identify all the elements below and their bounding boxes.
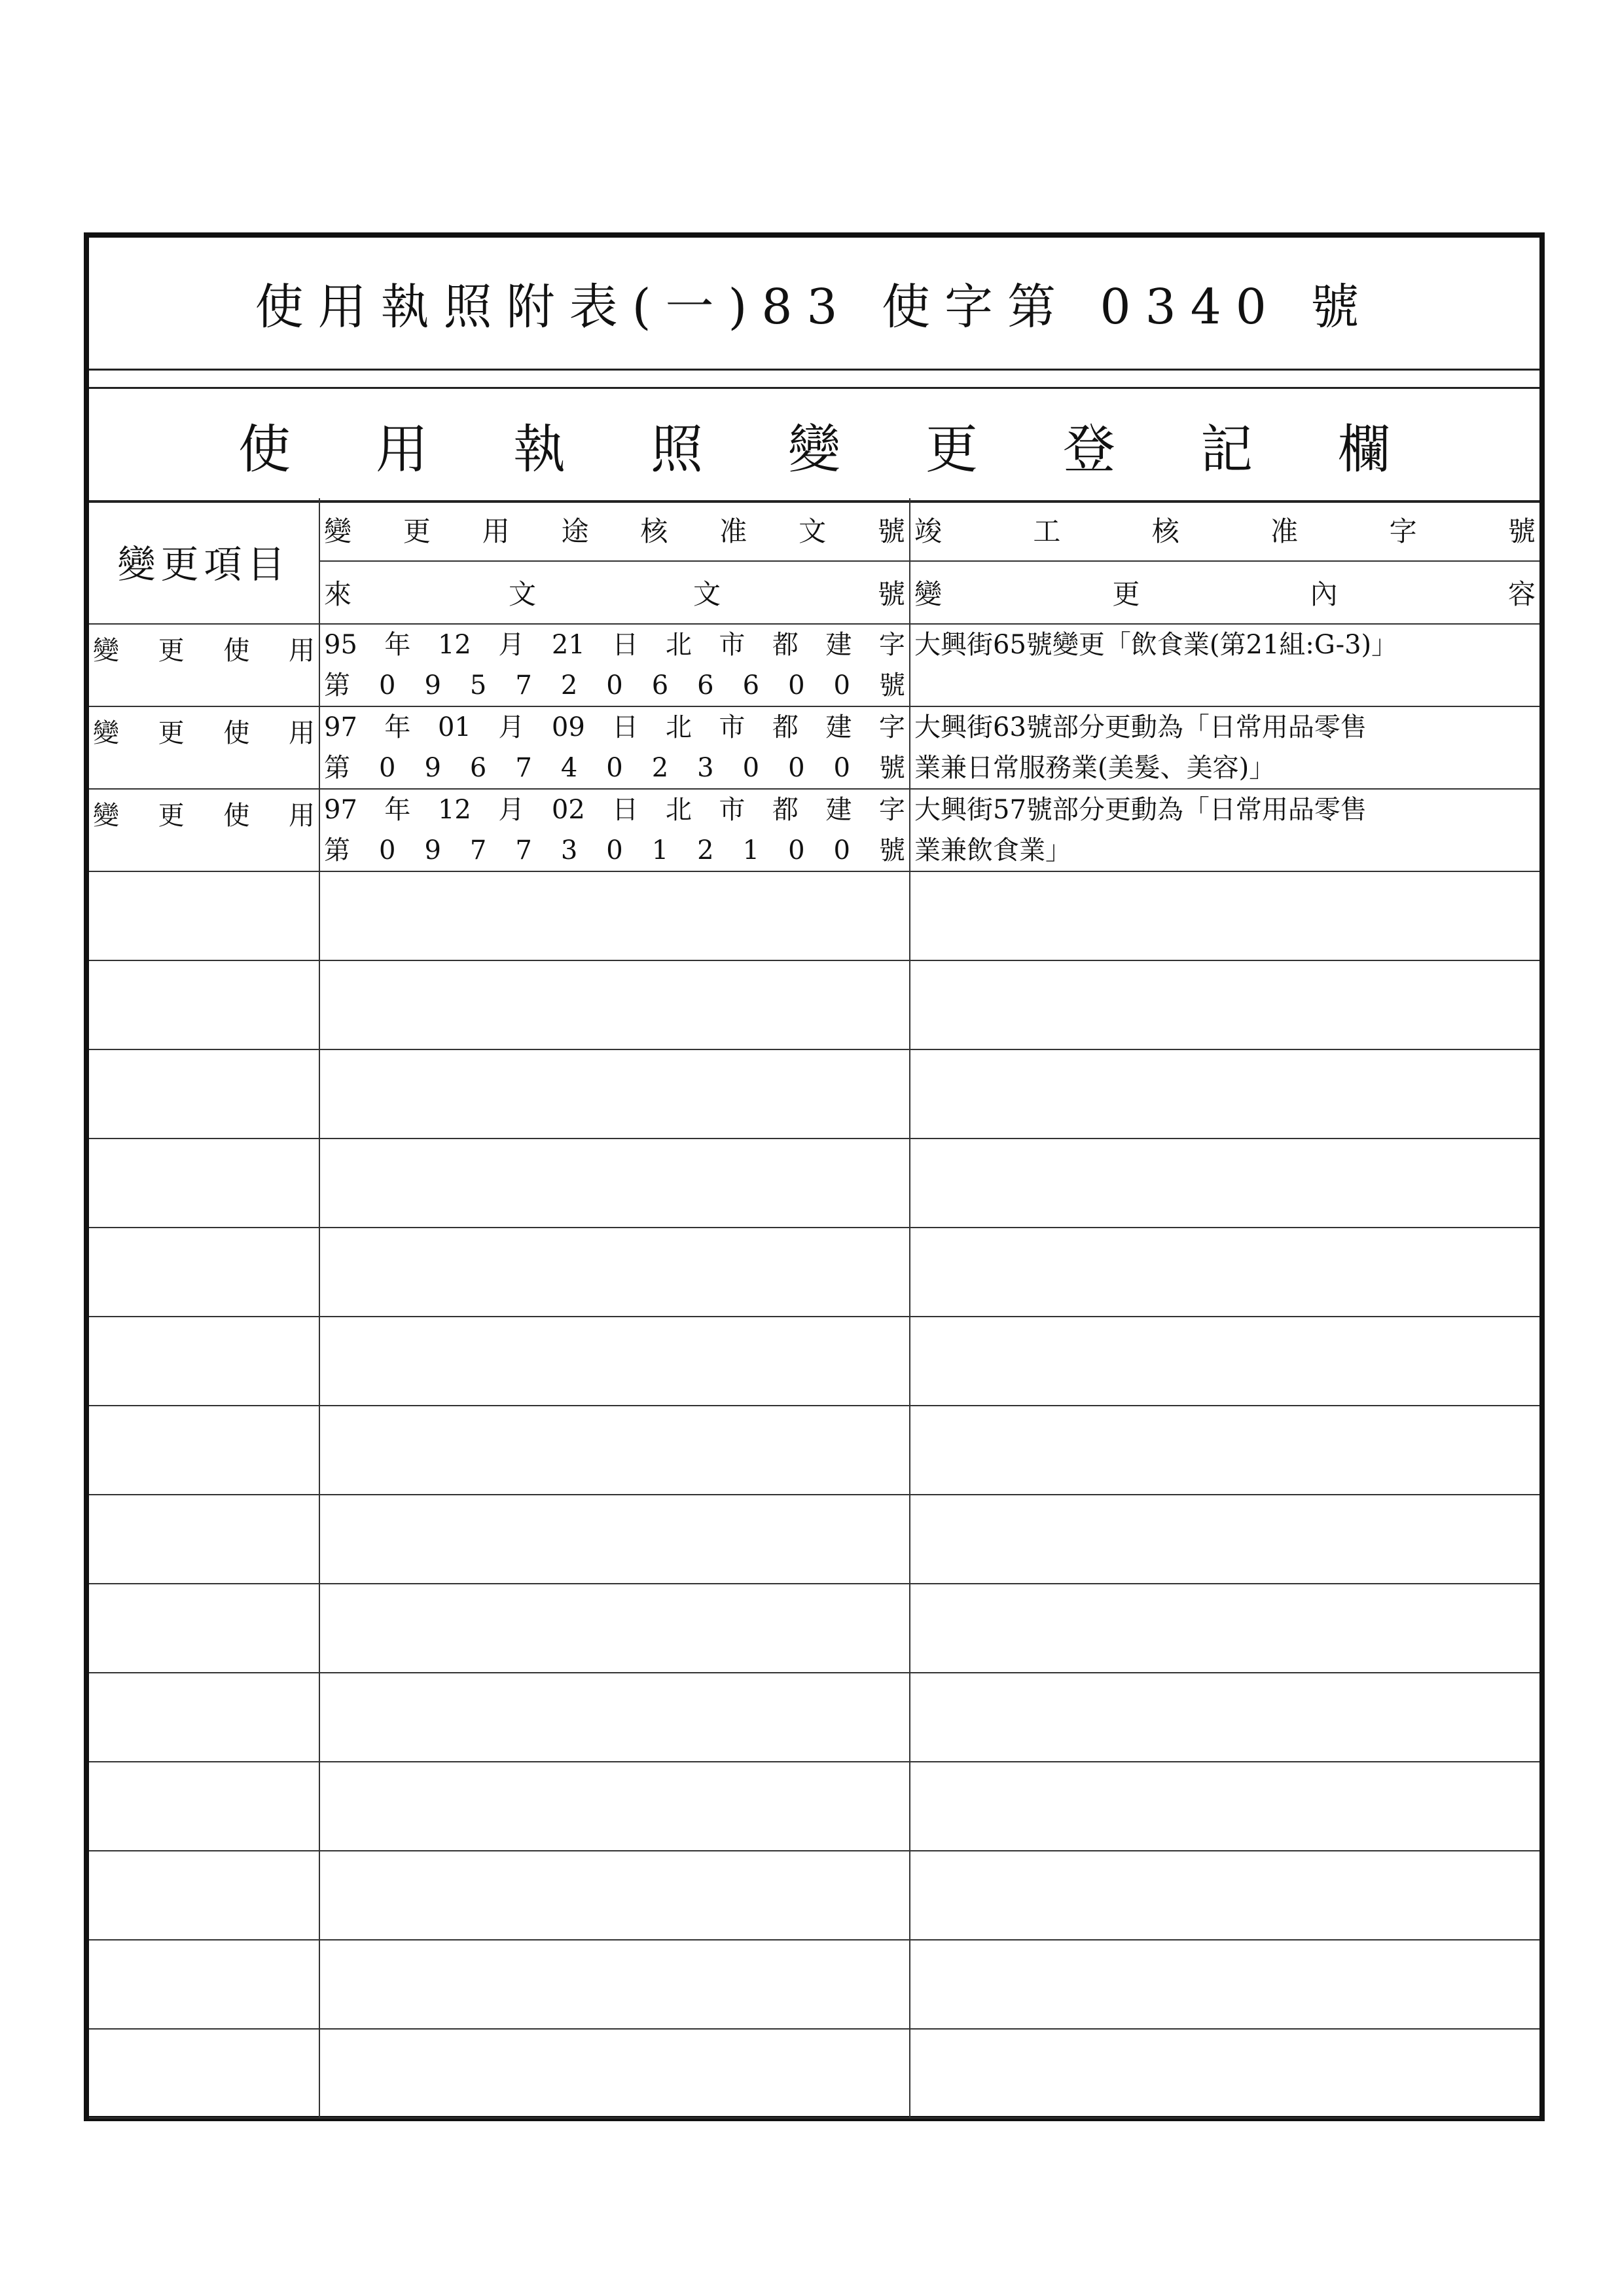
spread-text: 第 0 9 6 7 4 0 2 3 0 0 0 號: [324, 753, 905, 783]
blank-cell: [910, 871, 1539, 960]
entry-doc-no: [319, 706, 910, 789]
blank-cell: [319, 1940, 910, 2029]
blank-row: [89, 1317, 1539, 1406]
entry-doc-no: [319, 789, 910, 871]
blank-cell: [910, 1851, 1539, 1940]
entry-change-content: [910, 789, 1539, 871]
blank-cell: [319, 871, 910, 960]
spread-text: 竣 工 核 准 字 號: [914, 515, 1536, 547]
entry-item: [89, 706, 319, 789]
entry-content-line-1: 大興街63號部分更動為「日常用品零售: [914, 712, 1367, 742]
blank-cell: [910, 2029, 1539, 2118]
blank-cell: [319, 1049, 910, 1139]
blank-row: [89, 871, 1539, 960]
entry-content-line-2: 業兼飲食業」: [914, 835, 1071, 866]
header-row-1: [89, 498, 1539, 561]
blank-row: [89, 960, 1539, 1049]
entry-content-line-2: 業兼日常服務業(美髮、美容)」: [914, 753, 1276, 783]
blank-cell: [319, 2029, 910, 2118]
spread-text: 第 0 9 5 7 2 0 6 6 6 0 0 號: [324, 670, 905, 701]
blank-cell: [910, 1584, 1539, 1673]
blank-row: [89, 1940, 1539, 2029]
blank-cell: [89, 1495, 319, 1584]
blank-cell: [89, 2029, 319, 2118]
spread-text: 變 更 使 用: [93, 718, 315, 748]
spread-text: 95 年 12 月 21 日 北 市 都 建 字: [324, 630, 905, 660]
blank-cell: [910, 1940, 1539, 2029]
blank-cell: [89, 960, 319, 1049]
blank-row: [89, 1762, 1539, 1851]
header-completion-no: [910, 498, 1539, 561]
change-register-table: [89, 498, 1539, 2119]
blank-cell: [319, 1228, 910, 1317]
spread-text: 變 更 使 用: [93, 636, 315, 666]
blank-cell: [319, 1673, 910, 1762]
blank-cell: [89, 1317, 319, 1406]
blank-cell: [89, 1049, 319, 1139]
header-incoming-doc-no: [319, 561, 910, 624]
blank-cell: [319, 1851, 910, 1940]
blank-cell: [910, 960, 1539, 1049]
spread-text: 97 年 12 月 02 日 北 市 都 建 字: [324, 795, 905, 825]
entry-content-line-1: 大興街65號變更「飲食業(第21組:G-3)」: [914, 630, 1398, 660]
spread-text: 變 更 內 容: [914, 578, 1536, 610]
entry-change-content: [910, 706, 1539, 789]
blank-cell: [89, 1139, 319, 1228]
blank-cell: [319, 1139, 910, 1228]
blank-cell: [319, 1762, 910, 1851]
blank-cell: [910, 1139, 1539, 1228]
form-title: 使用執照附表(一)83 使字第 0340 號: [255, 279, 1374, 335]
header-change-content: [910, 561, 1539, 624]
blank-row: [89, 1049, 1539, 1139]
blank-row: [89, 1673, 1539, 1762]
blank-cell: [89, 871, 319, 960]
entry-doc-no: [319, 624, 910, 706]
blank-cell: [910, 1673, 1539, 1762]
blank-cell: [319, 1317, 910, 1406]
blank-cell: [89, 1940, 319, 2029]
form-subtitle: 使用執照變更登記欄: [238, 418, 1475, 480]
blank-cell: [89, 1851, 319, 1940]
blank-row: [89, 2029, 1539, 2118]
spread-text: 變 更 用 途 核 准 文 號: [324, 515, 905, 547]
blank-cell: [910, 1762, 1539, 1851]
blank-row: [89, 1584, 1539, 1673]
usage-permit-change-form: [84, 232, 1545, 2121]
entry-change-content: [910, 624, 1539, 706]
table-row: [89, 706, 1539, 789]
blank-cell: [910, 1228, 1539, 1317]
spread-text: 變 更 使 用: [93, 801, 315, 831]
header-change-item: 變更項目: [89, 498, 319, 624]
blank-row: [89, 1406, 1539, 1495]
blank-cell: [89, 1762, 319, 1851]
spread-text: 來 文 文 號: [324, 578, 905, 610]
table-row: [89, 624, 1539, 706]
blank-cell: [910, 1406, 1539, 1495]
form-subtitle-row: [89, 387, 1539, 503]
blank-cell: [89, 1228, 319, 1317]
blank-row: [89, 1495, 1539, 1584]
header-approval-doc-no: [319, 498, 910, 561]
table-row: [89, 789, 1539, 871]
blank-cell: [319, 1406, 910, 1495]
blank-cell: [910, 1049, 1539, 1139]
blank-cell: [89, 1406, 319, 1495]
blank-cell: [910, 1495, 1539, 1584]
blank-cell: [319, 960, 910, 1049]
entry-item: [89, 789, 319, 871]
blank-cell: [910, 1317, 1539, 1406]
blank-cell: [89, 1673, 319, 1762]
spread-text: 97 年 01 月 09 日 北 市 都 建 字: [324, 712, 905, 742]
blank-row: [89, 1228, 1539, 1317]
blank-row: [89, 1139, 1539, 1228]
blank-row: [89, 1851, 1539, 1940]
entry-content-line-2: [914, 665, 1536, 706]
entry-content-line-1: 大興街57號部分更動為「日常用品零售: [914, 795, 1367, 825]
form-title-row: [89, 238, 1539, 371]
entry-item: [89, 624, 319, 706]
spread-text: 第 0 9 7 7 3 0 1 2 1 0 0 號: [324, 835, 905, 866]
blank-cell: [89, 1584, 319, 1673]
blank-cell: [319, 1584, 910, 1673]
blank-cell: [319, 1495, 910, 1584]
